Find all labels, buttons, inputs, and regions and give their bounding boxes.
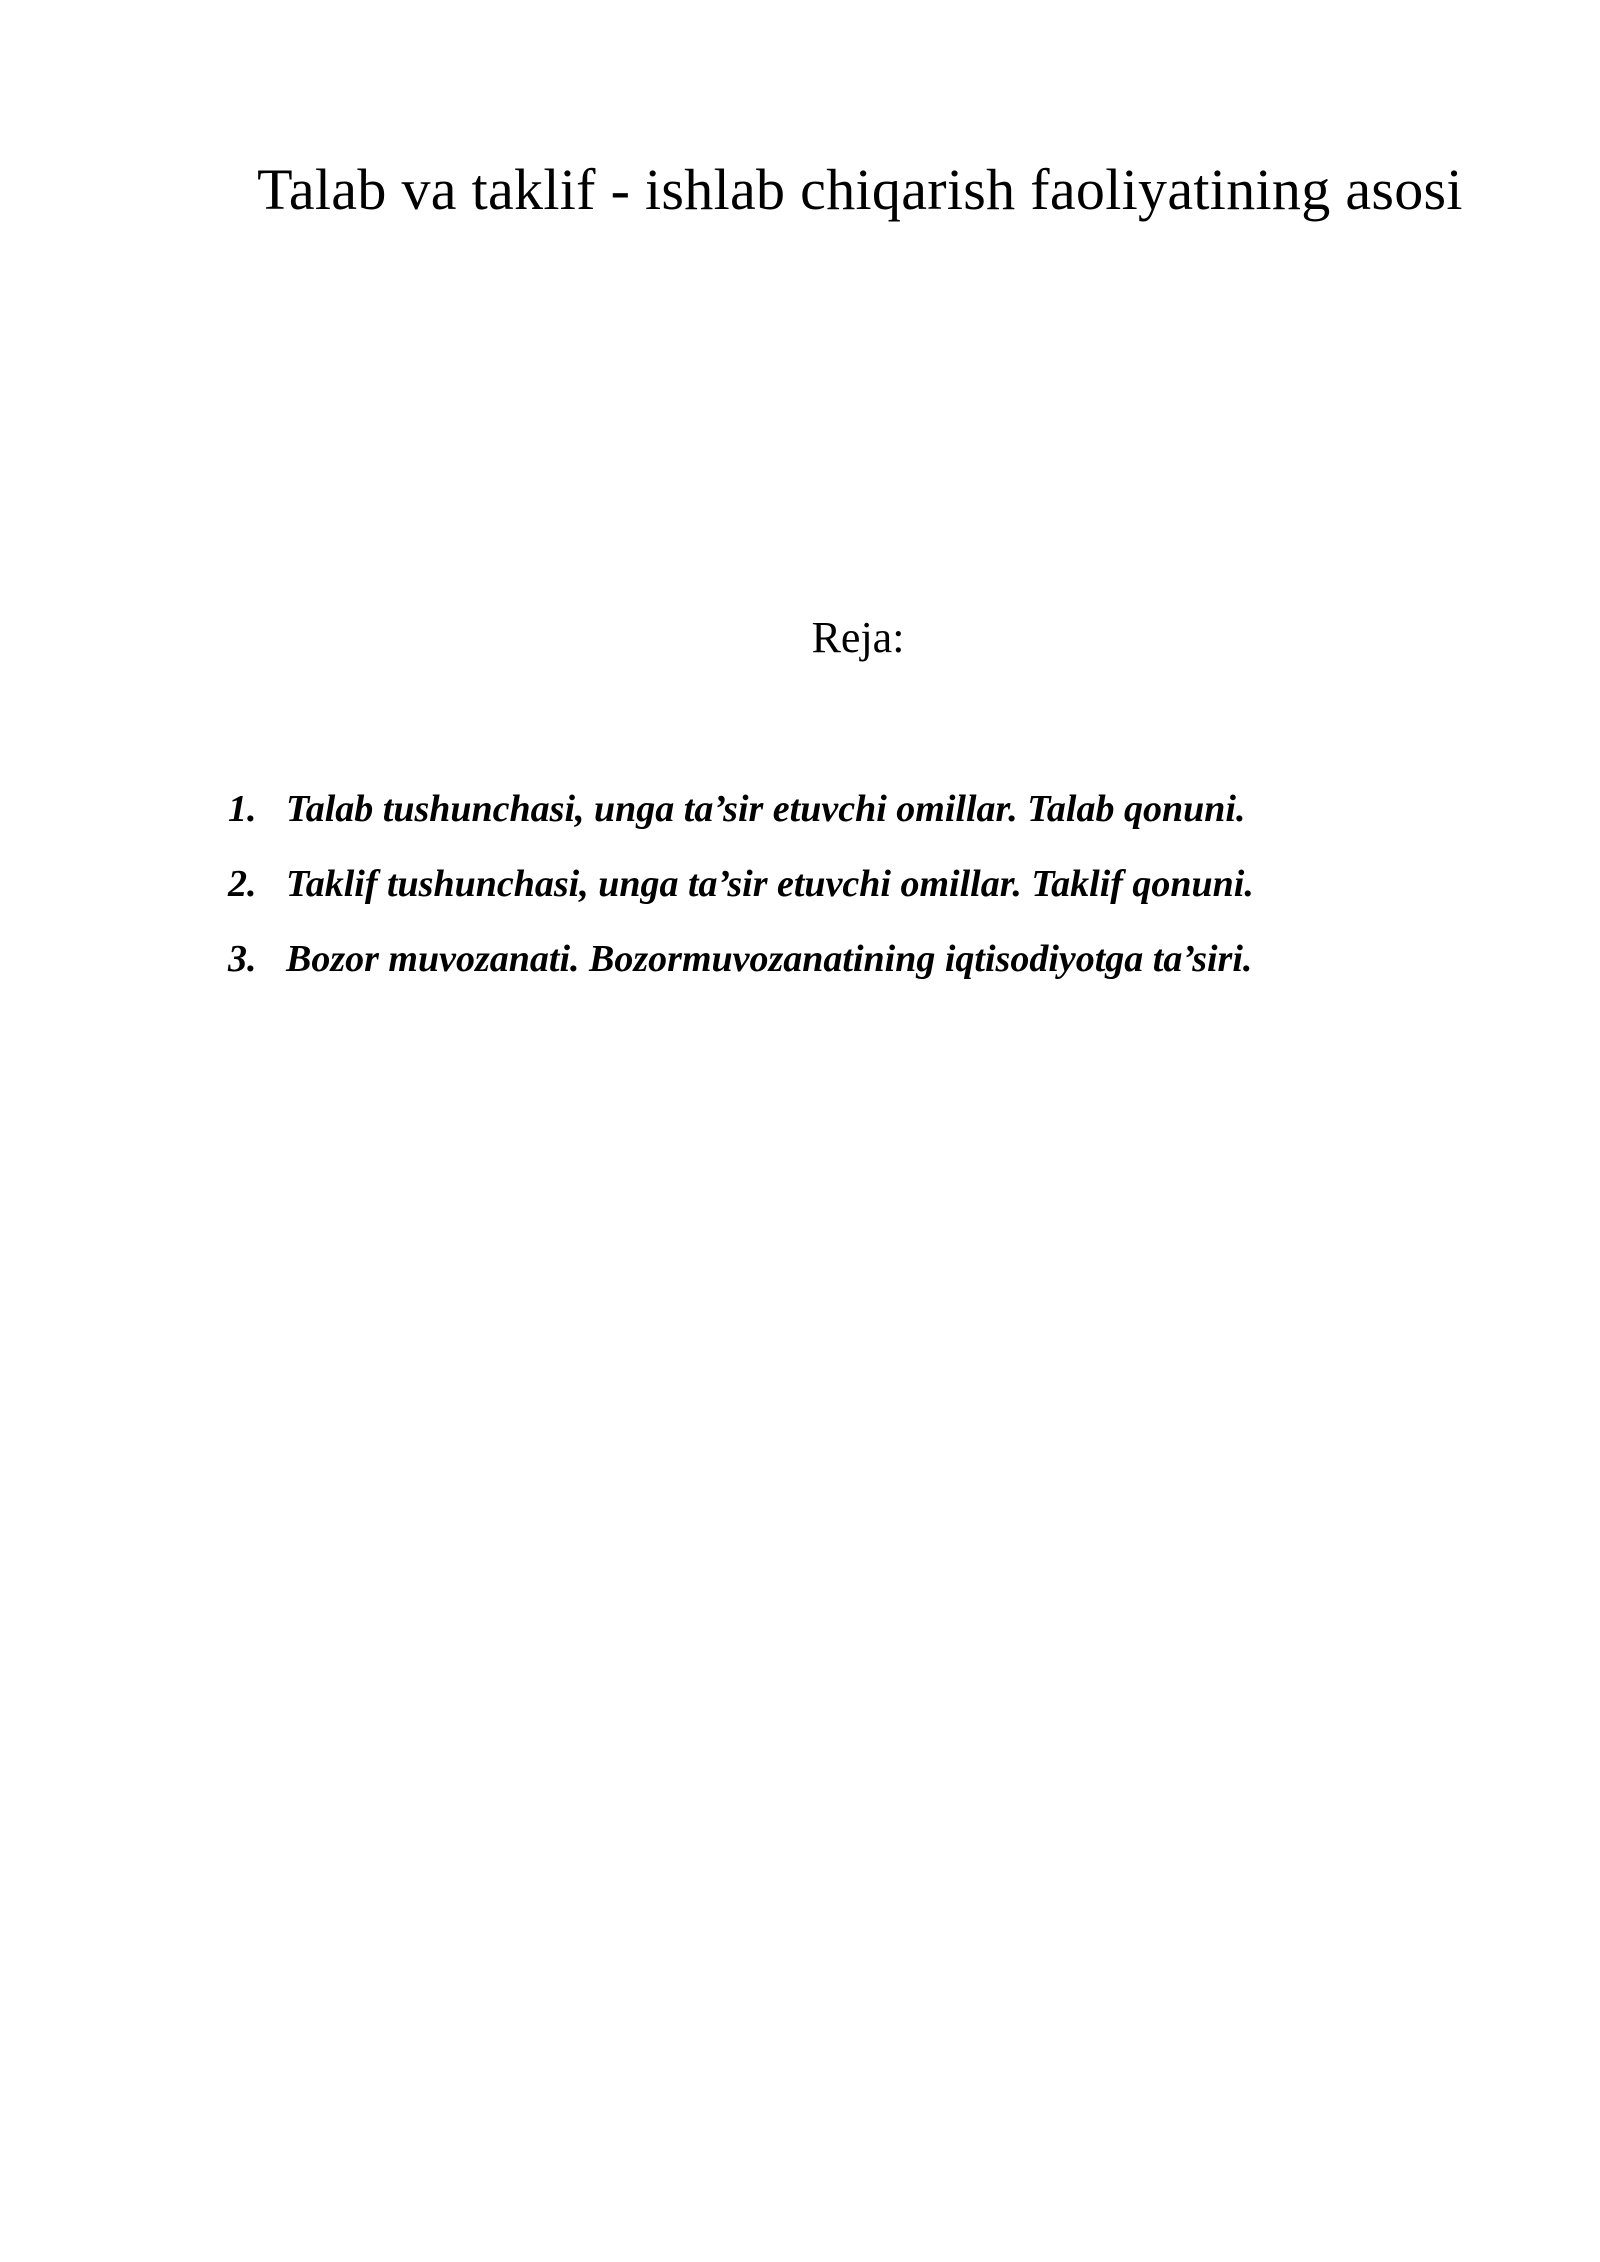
plan-item-number: 2. bbox=[228, 863, 257, 905]
plan-item-3 bbox=[228, 922, 1478, 997]
plan-item-text: Taklif tushunchasi, unga ta’sir etuvchi omillar. Taklif qonuni. bbox=[286, 863, 1254, 905]
plan-item-number: 1. bbox=[228, 788, 257, 830]
plan-item-text: Talab tushunchasi, unga ta’sir etuvchi omillar. Talab qonuni. bbox=[286, 788, 1246, 830]
plan-item-text: Bozor muvozanati. Bozormuvozanatining iqtisodiyotga ta’siri. bbox=[286, 938, 1253, 980]
plan-list bbox=[228, 772, 1478, 997]
plan-heading: Reja: bbox=[811, 613, 905, 662]
plan-item-2 bbox=[228, 847, 1478, 922]
plan-item-1 bbox=[228, 772, 1478, 847]
plan-item-number: 3. bbox=[228, 938, 257, 980]
document-title: Talab va taklif - ishlab chiqarish faoliyatining asosi bbox=[257, 157, 1463, 222]
